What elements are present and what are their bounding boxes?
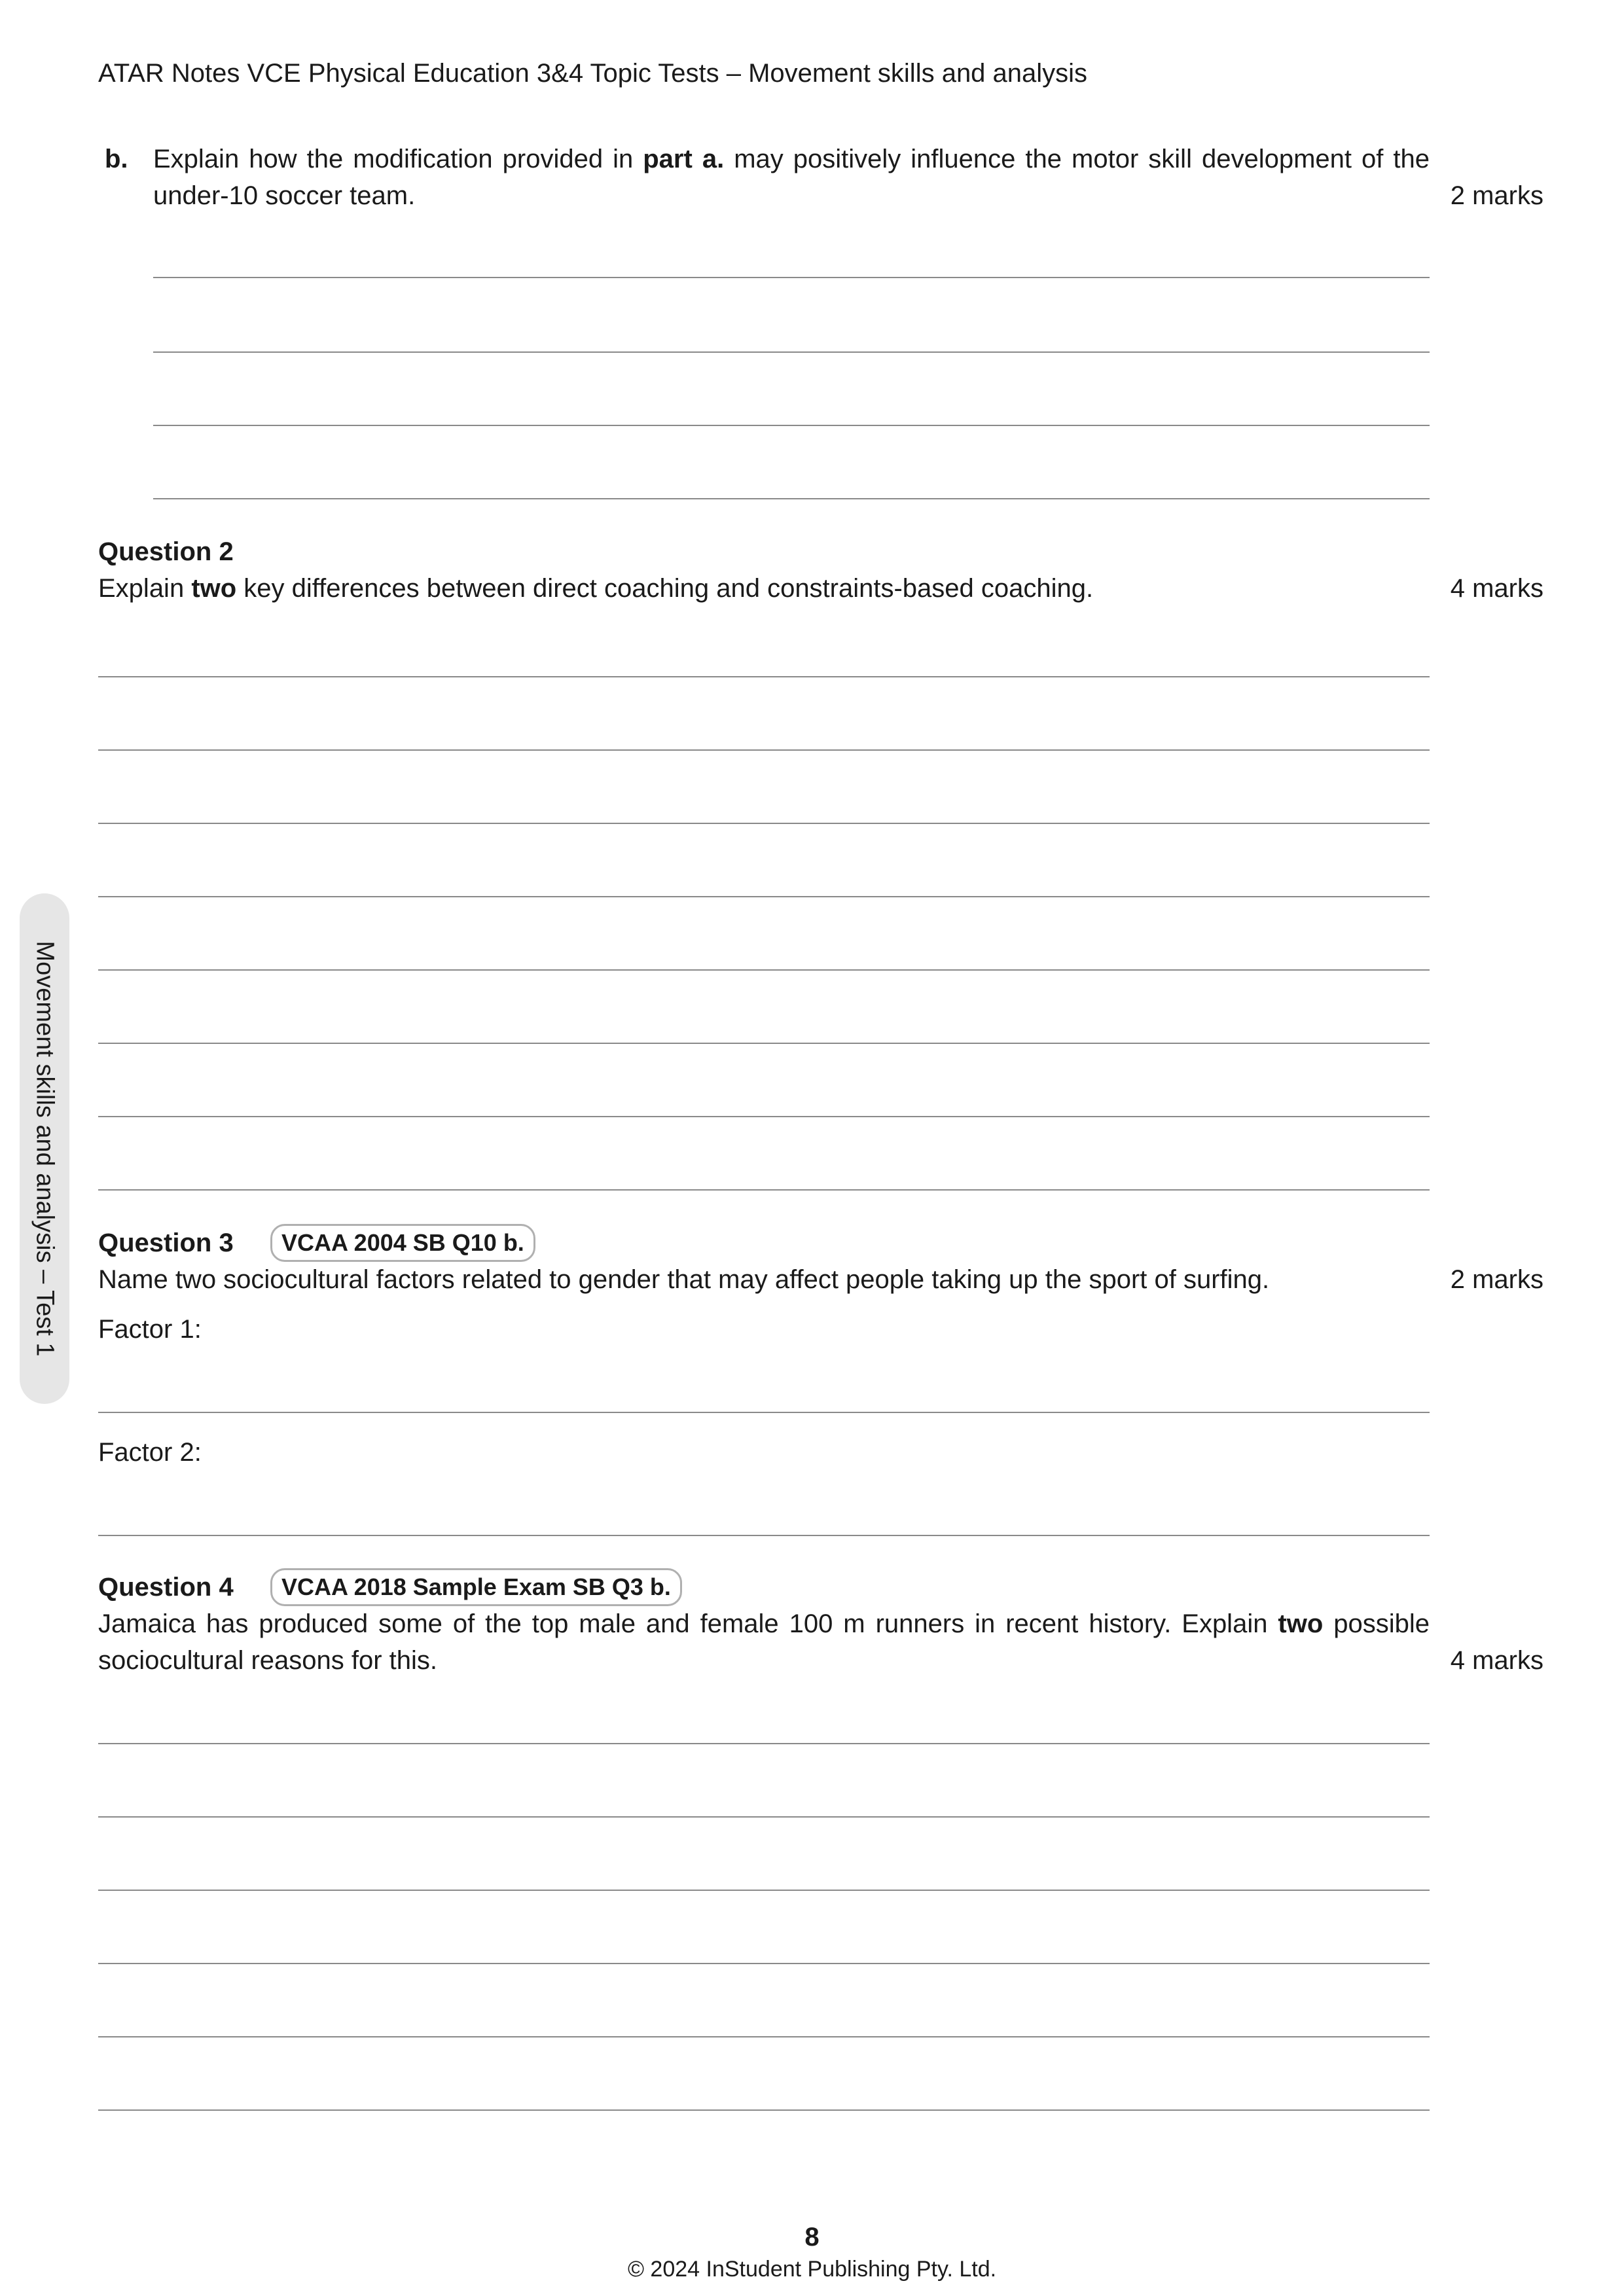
part-b-question-text (153, 141, 1430, 214)
answer-line[interactable] (98, 823, 1430, 824)
answer-line[interactable] (98, 1816, 1430, 1818)
question-3-marks: 2 marks (1450, 1265, 1543, 1294)
page-number: 8 (804, 2223, 820, 2251)
question-4-source-badge: VCAA 2018 Sample Exam SB Q3 b. (270, 1568, 682, 1606)
question-4-text-start: Jamaica has produced some of the top male and female 100 m runners in recent history. Explain (98, 1609, 1278, 1638)
question-2-marks: 4 marks (1450, 574, 1543, 603)
part-b-label: b. (105, 145, 128, 173)
answer-line[interactable] (153, 351, 1430, 353)
question-2-text (98, 570, 1093, 607)
question-4-text-end: possible sociocultural reasons for this. (98, 1609, 1430, 1675)
answer-line[interactable] (98, 1890, 1430, 1891)
factor-2-label: Factor 2: (98, 1438, 202, 1467)
answer-line[interactable] (98, 1116, 1430, 1117)
answer-line[interactable] (153, 277, 1430, 278)
question-2-heading: Question 2 (98, 537, 234, 566)
part-b-marks: 2 marks (1450, 181, 1543, 210)
answer-line[interactable] (98, 1043, 1430, 1044)
part-b-text-start: Explain how the modification provided in (153, 145, 643, 173)
answer-line[interactable] (98, 969, 1430, 971)
answer-line[interactable] (98, 676, 1430, 677)
question-4-text (98, 1605, 1430, 1679)
running-header: ATAR Notes VCE Physical Education 3&4 Topic Tests – Movement skills and analysis (98, 59, 1088, 88)
question-3-text: Name two sociocultural factors related to gender that may affect people taking up the sport of surfing. (98, 1265, 1270, 1294)
factor-1-label: Factor 1: (98, 1315, 202, 1344)
part-b-text-bold: part a. (643, 145, 725, 173)
side-tab-label: Movement skills and analysis – Test 1 (31, 941, 59, 1357)
question-4-heading: Question 4 (98, 1573, 234, 1602)
answer-line[interactable] (153, 425, 1430, 426)
answer-line[interactable] (98, 2036, 1430, 2037)
answer-line[interactable] (98, 896, 1430, 897)
question-2-text-bold: two (191, 574, 237, 603)
answer-line[interactable] (98, 749, 1430, 751)
answer-line[interactable] (98, 1743, 1430, 1744)
question-2-text-start: Explain (98, 574, 192, 603)
question-2-text-end: key differences between direct coaching and constraints-based coaching. (236, 574, 1094, 603)
answer-line[interactable] (98, 1189, 1430, 1191)
question-3-heading: Question 3 (98, 1229, 234, 1257)
question-4-text-bold: two (1278, 1609, 1324, 1638)
part-b-text-end: may positively influence the motor skill development of the under-10 soccer team. (153, 145, 1430, 210)
copyright-notice: © 2024 InStudent Publishing Pty. Ltd. (627, 2257, 997, 2282)
answer-line[interactable] (153, 498, 1430, 499)
answer-line[interactable] (98, 1535, 1430, 1536)
answer-line[interactable] (98, 1412, 1430, 1413)
answer-line[interactable] (98, 1963, 1430, 1964)
side-tab (20, 893, 69, 1404)
answer-line[interactable] (98, 2109, 1430, 2111)
question-3-source-badge: VCAA 2004 SB Q10 b. (270, 1224, 535, 1262)
question-4-marks: 4 marks (1450, 1646, 1543, 1675)
